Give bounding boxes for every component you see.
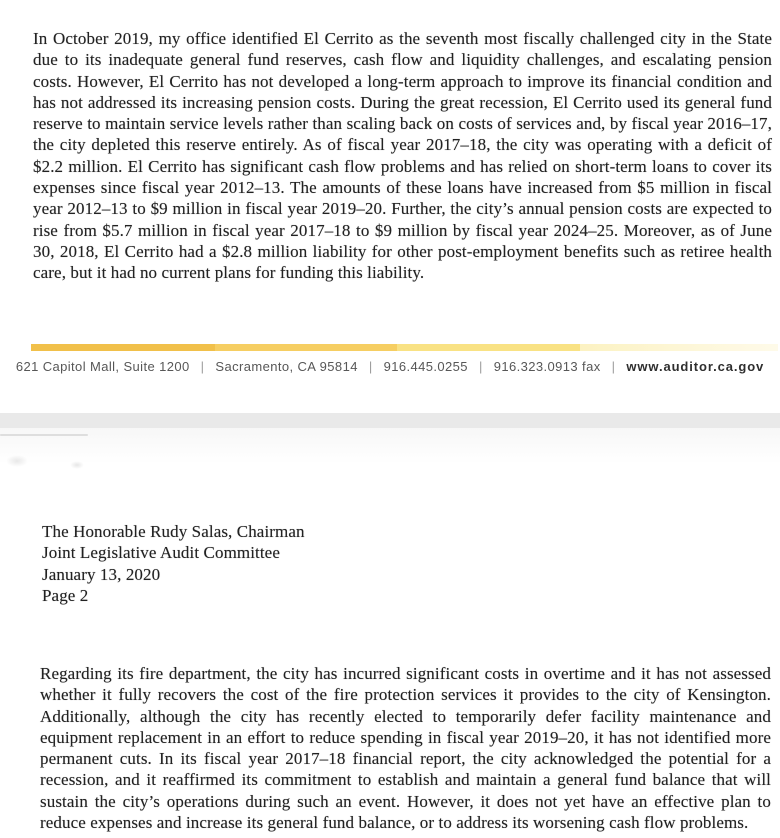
date-line: January 13, 2020 xyxy=(42,564,161,584)
letterhead-accent-bar xyxy=(31,344,778,351)
page-break-separator xyxy=(0,413,780,428)
page2-header-block xyxy=(42,521,305,606)
page1-body-paragraph: In October 2019, my office identified El Cerrito as the seventh most fiscally challenged city in the State due to its inadequate general fund reserves, cash flow and liquidity challenges, and escalating pension costs. However, El Cerrito has not developed a long-term approach to improve its financial condition and has not addressed its increasing pension costs. During the great recession, El Cerrito used its general fund reserve to maintain service levels rather than scaling back on costs of services and, by fiscal year 2016–17, the city depleted this reserve entirely. As of fiscal year 2017–18, the city was operating with a deficit of $2.2 million. El Cerrito has significant cash flow problems and has relied on short-term loans to cover its expenses since fiscal year 2012–13. The amounts of these loans have increased from $5 million in fiscal year 2012–13 to $9 million in fiscal year 2019–20. Further, the city’s annual pension costs are expected to rise from $5.7 million in fiscal year 2017–18 to $9 million by fiscal year 2024–25. Moreover, as of June 30, 2018, El Cerrito had a $2.8 million liability for other post-employment benefits such as retiree health care, but it had no current plans for funding this liability. xyxy=(33,29,772,283)
footer-separator: | xyxy=(478,359,483,374)
scan-artifact xyxy=(70,461,84,469)
scan-artifact xyxy=(6,455,28,467)
footer-locality: Sacramento, CA 95814 xyxy=(215,359,358,374)
footer-website: www.auditor.ca.gov xyxy=(626,359,765,374)
footer-phone: 916.445.0255 xyxy=(383,359,468,374)
footer-fax: 916.323.0913 fax xyxy=(493,359,601,374)
footer-address: 621 Capitol Mall, Suite 1200 xyxy=(15,359,190,374)
page-number-label: Page 2 xyxy=(42,585,89,605)
footer-separator: | xyxy=(200,359,205,374)
scan-artifact xyxy=(0,434,88,436)
letterhead-footer xyxy=(0,359,780,374)
footer-separator: | xyxy=(368,359,373,374)
page2-body-paragraph: Regarding its fire department, the city has incurred significant costs in overtime and it has not assessed whether it fully recovers the cost of the fire protection services it provides to the city of Kensington. Additionally, although the city has recently elected to temporarily defer facility maintenance and equipment replacement in an effort to reduce spending in fiscal year 2019–20, it has not identified more permanent cuts. In its fiscal year 2017–18 financial report, the city acknowledged the potential for a recession, and it reaffirmed its commitment to establish and maintain a general fund balance that will sustain the city’s operations during such an event. However, it does not yet have an effective plan to reduce expenses and increase its general fund balance, or to address its worsening cash flow problems. xyxy=(40,664,771,833)
page-break-fade xyxy=(0,428,780,464)
footer-separator: | xyxy=(611,359,616,374)
recipient-line: The Honorable Rudy Salas, Chairman xyxy=(42,522,305,541)
committee-line: Joint Legislative Audit Committee xyxy=(42,543,280,563)
